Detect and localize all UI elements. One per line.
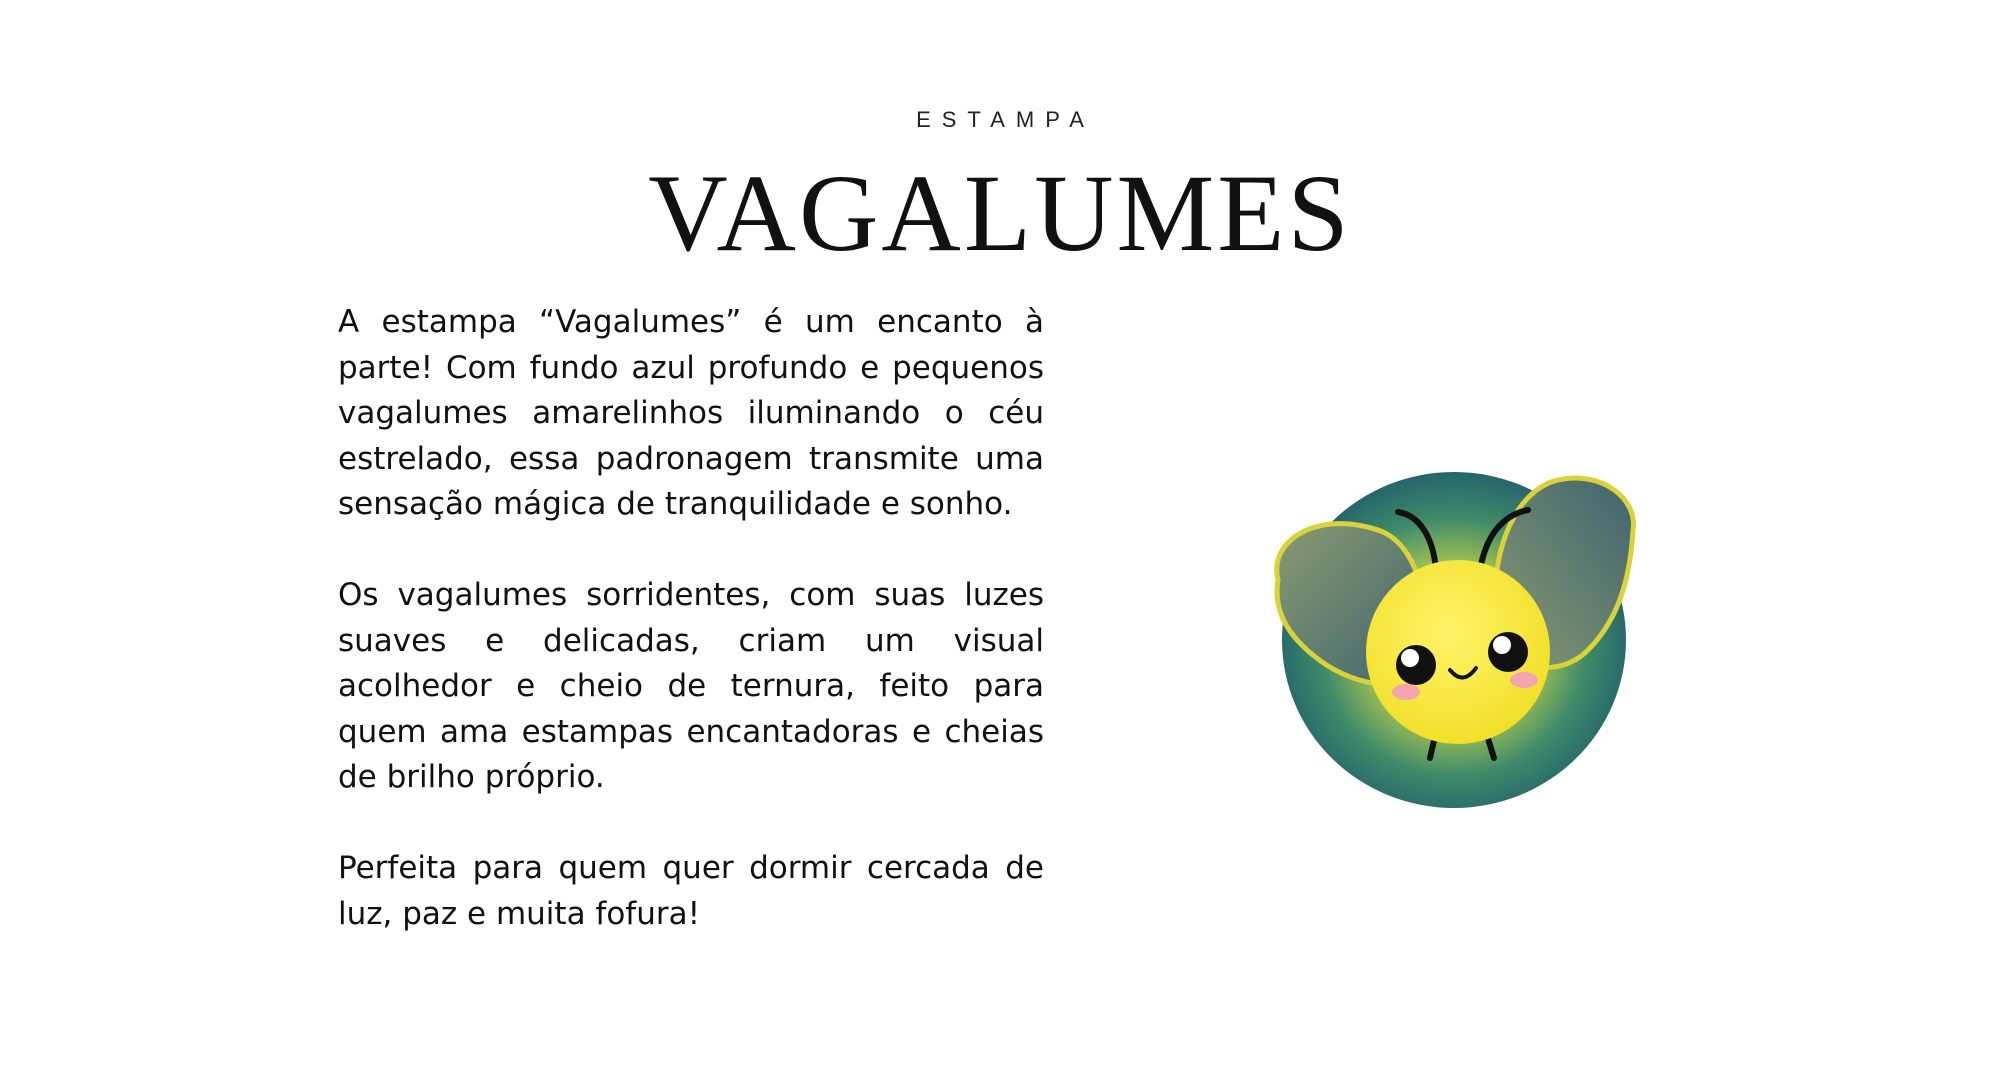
description-paragraph-2: Os vagalumes sorridentes, com suas luzes suaves e delicadas, criam um visual acolhedor e cheio de ternura, feito para quem ama estampas encantadoras e cheias de brilho próprio.: [338, 577, 1044, 795]
page-title: VAGALUMES: [648, 152, 1352, 274]
right-cheek: [1510, 672, 1538, 688]
description: [338, 300, 1044, 983]
left-cheek: [1392, 684, 1420, 700]
right-eye: [1488, 632, 1528, 672]
description-paragraph-3: Perfeita para quem quer dormir cercada de luz, paz e muita fofura!: [338, 850, 1044, 932]
left-eye: [1396, 645, 1436, 685]
firefly-icon: [1258, 470, 1648, 820]
eyebrow-label: ESTAMPA: [916, 107, 1095, 132]
description-paragraph-1: A estampa “Vagalumes” é um encanto à parte! Com fundo azul profundo e pequenos vagalumes amarelinhos iluminando o céu estrelado, essa padronagem transmite uma sensação mágica de tranquilidade e sonho.: [338, 304, 1044, 522]
